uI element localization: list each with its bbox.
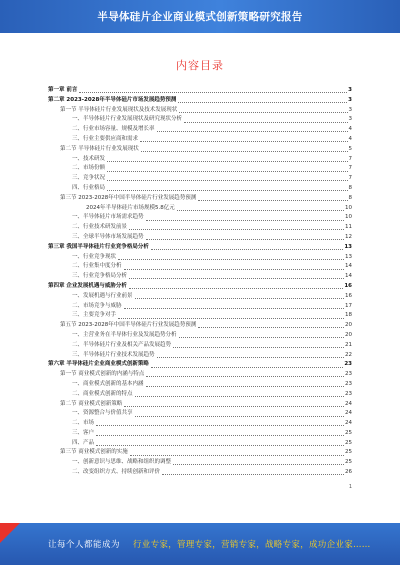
dot-leader [173,347,344,348]
toc-entry-page: 23 [345,371,352,378]
toc-entry-page: 25 [345,449,352,456]
toc-entry[interactable] [48,370,352,380]
toc-entry-text: 第五节 2023-2028年中国半导体硅片行业发展趋势预测 [60,322,197,329]
toc-entry-page: 14 [345,273,352,280]
toc-entry-page: 5 [348,145,352,152]
toc-entry-page: 20 [345,331,352,338]
toc-entry-text: 第六章 半导体硅片企业商业模式创新策略 [48,361,149,368]
toc-entry-page: 18 [345,312,352,319]
toc-entry-text: 一、半导体硅片行业发展现状及研究现状分析 [72,116,183,123]
toc-entry-text: 第四章 企业发展机遇与威胁分析 [48,282,127,289]
toc-entry[interactable] [48,243,352,253]
toc-entry-page: 21 [345,341,352,348]
toc-entry-text: 三、半导体硅片行业技术发展趋势 [72,351,155,358]
toc-entry[interactable] [48,331,352,341]
toc-entry-page: 4 [348,135,352,142]
toc-entry[interactable] [48,194,352,204]
toc-entry-page: 23 [345,380,352,387]
toc-entry-page: 3 [348,106,352,113]
toc-entry-text: 一、技术研发 [72,155,106,162]
toc-entry-page: 7 [348,175,352,182]
toc-entry[interactable] [48,155,352,165]
dot-leader [79,92,347,93]
toc-entry-page: 23 [345,390,352,397]
dot-leader [107,171,347,172]
dot-leader [118,318,344,319]
toc-entry[interactable] [48,468,352,478]
dot-leader [146,239,344,240]
toc-entry[interactable] [48,292,352,302]
dot-leader [151,249,343,250]
toc-entry[interactable] [48,282,352,292]
dot-leader [118,259,344,260]
toc-entry-page: 12 [345,233,352,240]
toc-entry-text: 二、商业模式创新的特点 [72,390,133,397]
dot-leader [124,406,344,407]
dot-leader [107,161,347,162]
toc-entry[interactable] [48,360,352,370]
toc-entry[interactable] [48,164,352,174]
toc-entry[interactable] [48,174,352,184]
toc-entry-text: 三、行业竞争格局分析 [72,273,128,280]
toc-entry-page: 20 [345,322,352,329]
toc-entry[interactable] [48,204,352,214]
toc-entry-page: 8 [348,184,352,191]
toc-entry-text: 第二章 2023-2028年半导体硅片市场发展趋势预测 [48,96,177,103]
header-banner [0,0,400,33]
dot-leader [178,102,347,103]
toc-entry-text: 第二节 半导体硅片行业发展现状 [60,145,139,152]
toc-entry[interactable] [48,448,352,458]
toc-entry-page: 3 [348,116,352,123]
toc-entry-page: 13 [344,243,352,250]
toc-entry-text: 一、商业模式创新的基本内涵 [72,380,144,387]
toc-entry-page: 25 [345,439,352,446]
toc-entry-page: 10 [345,204,352,211]
footer-banner [0,523,400,565]
table-of-contents [48,86,352,490]
toc-entry[interactable] [48,184,352,194]
toc-entry[interactable] [48,302,352,312]
toc-entry-text: 二、行业技术研发前景 [72,224,128,231]
toc-entry-text: 一、创新意识与思维、战略和组织的调整 [72,459,172,466]
toc-entry-text: 2024年半导体硅片市场规模5.8亿元 [86,204,175,211]
toc-entry-text: 三、客户 [72,429,95,436]
toc-entry-text: 第一节 商业模式创新的内涵与特点 [60,371,145,378]
toc-entry[interactable] [48,115,352,125]
dot-leader [96,445,344,446]
toc-entry-page: 10 [345,214,352,221]
toc-entry-page: 7 [348,165,352,172]
dot-leader [179,112,347,113]
toc-entry[interactable] [48,262,352,272]
toc-entry-page: 24 [345,400,352,407]
toc-entry[interactable] [48,439,352,449]
toc-entry-text: 四、产品 [72,439,95,446]
toc-entry-text: 二、市场竞争与威胁 [72,302,122,309]
dot-leader [124,308,344,309]
toc-page-marker: 1 [348,483,352,490]
toc-entry-page: 22 [345,351,352,358]
toc-entry-text: 二、半导体硅片行业及相关产品发展趋势 [72,341,172,348]
toc-entry-text: 一、发展机遇与行业前景 [72,292,133,299]
dot-leader [129,278,344,279]
dot-leader [157,131,348,132]
dot-leader [146,386,344,387]
toc-entry-text: 第一节 半导体硅片行业发展现状及技术发展现状 [60,106,178,113]
dot-leader [198,327,344,328]
dot-leader [130,455,344,456]
toc-entry-page: 23 [344,361,352,368]
dot-leader [179,337,344,338]
toc-entry-text: 第三章 我国半导体硅片行业竞争格局分析 [48,243,149,250]
toc-entry[interactable] [48,125,352,135]
toc-entry[interactable] [48,341,352,351]
toc-entry[interactable] [48,400,352,410]
toc-entry[interactable] [48,380,352,390]
dot-leader [129,229,344,230]
dot-leader [173,464,344,465]
toc-entry[interactable] [48,145,352,155]
dot-leader [141,151,348,152]
toc-entry-page: 8 [348,194,352,201]
toc-entry[interactable] [48,429,352,439]
toc-entry[interactable] [48,409,352,419]
toc-entry-page: 16 [344,282,352,289]
toc-entry-text: 第二节 商业模式创新策略 [60,400,123,407]
toc-entry[interactable] [48,458,352,468]
dot-leader [151,367,343,368]
toc-entry[interactable] [48,351,352,361]
toc-entry-text: 三、行业主要供应商和需求 [72,135,139,142]
toc-entry-page: 25 [345,459,352,466]
dot-leader [140,141,347,142]
toc-entry-page: 24 [345,420,352,427]
dot-leader [96,425,344,426]
toc-entry[interactable] [48,96,352,106]
toc-entry-page: 4 [348,126,352,133]
toc-entry-text: 二、市场 [72,420,95,427]
toc-entry[interactable] [48,223,352,233]
toc-entry-text: 二、市场份额 [72,165,106,172]
dot-leader [135,298,344,299]
footer-tagline: 行业专家，管理专家，营销专家，战略专家，成功企业家…… [133,540,371,550]
dot-leader [162,474,344,475]
toc-entry-page: 26 [345,469,352,476]
toc-entry-page: 24 [345,410,352,417]
toc-entry-text: 四、行业格局 [72,184,106,191]
toc-entry-page: 3 [348,87,352,93]
toc-entry-text: 第一章 前言 [48,87,78,93]
toc-entry-text: 三、主要竞争对手 [72,312,117,319]
toc-entry-text: 二、行业集中度分析 [72,263,122,270]
toc-entry[interactable] [48,390,352,400]
toc-entry-text: 三、竞争状况 [72,175,106,182]
toc-entry-page: 14 [345,263,352,270]
toc-entry-text: 一、行业竞争现状 [72,253,117,260]
toc-entry[interactable] [48,86,352,96]
dot-leader [135,396,344,397]
toc-entry[interactable] [48,419,352,429]
toc-entry[interactable] [48,321,352,331]
toc-entry-page: 16 [345,292,352,299]
toc-entry-page: 7 [348,155,352,162]
toc-entry-text: 二、改变组织方式、持续创新和评价 [72,469,161,476]
toc-entry[interactable] [48,135,352,145]
footer-slogan: 让每个人都能成为 [48,540,121,550]
toc-entry-page: 25 [345,429,352,436]
dot-leader [124,269,344,270]
report-title: 半导体硅片企业商业模式创新策略研究报告 [97,11,303,23]
dot-leader [135,416,344,417]
dot-leader [146,376,344,377]
dot-leader [198,200,347,201]
toc-entry-text: 三、全球半导体市场发展趋势 [72,233,144,240]
toc-entry[interactable] [48,253,352,263]
toc-entry[interactable] [48,233,352,243]
toc-entry-text: 一、主营业务在半导体行业及发展趋势分析 [72,331,177,338]
toc-entry[interactable] [48,106,352,116]
dot-leader [146,220,344,221]
toc-heading: 内容目录 [176,59,224,72]
dot-leader [177,210,344,211]
toc-entry-text: 二、行业市场容量、规模及增长率 [72,126,155,133]
dot-leader [157,357,344,358]
toc-entry-page: 17 [345,302,352,309]
toc-entry-text: 一、半导体硅片市场需求趋势 [72,214,144,221]
dot-leader [107,190,347,191]
toc-entry-page: 3 [348,96,352,103]
toc-entry-text: 一、资源整合与价值共享 [72,410,133,417]
toc-entry-text: 第三节 2023-2028年中国半导体硅片行业发展趋势预测 [60,194,197,201]
toc-entry-page: 13 [345,253,352,260]
toc-entry[interactable] [48,311,352,321]
toc-entry[interactable] [48,213,352,223]
dot-leader [129,288,343,289]
dot-leader [184,122,347,123]
toc-entry-page: 11 [345,224,352,231]
dot-leader [107,180,347,181]
toc-entry[interactable] [48,272,352,282]
corner-decoration [0,523,20,543]
dot-leader [96,435,344,436]
toc-entry-text: 第三节 商业模式创新的实施 [60,449,128,456]
